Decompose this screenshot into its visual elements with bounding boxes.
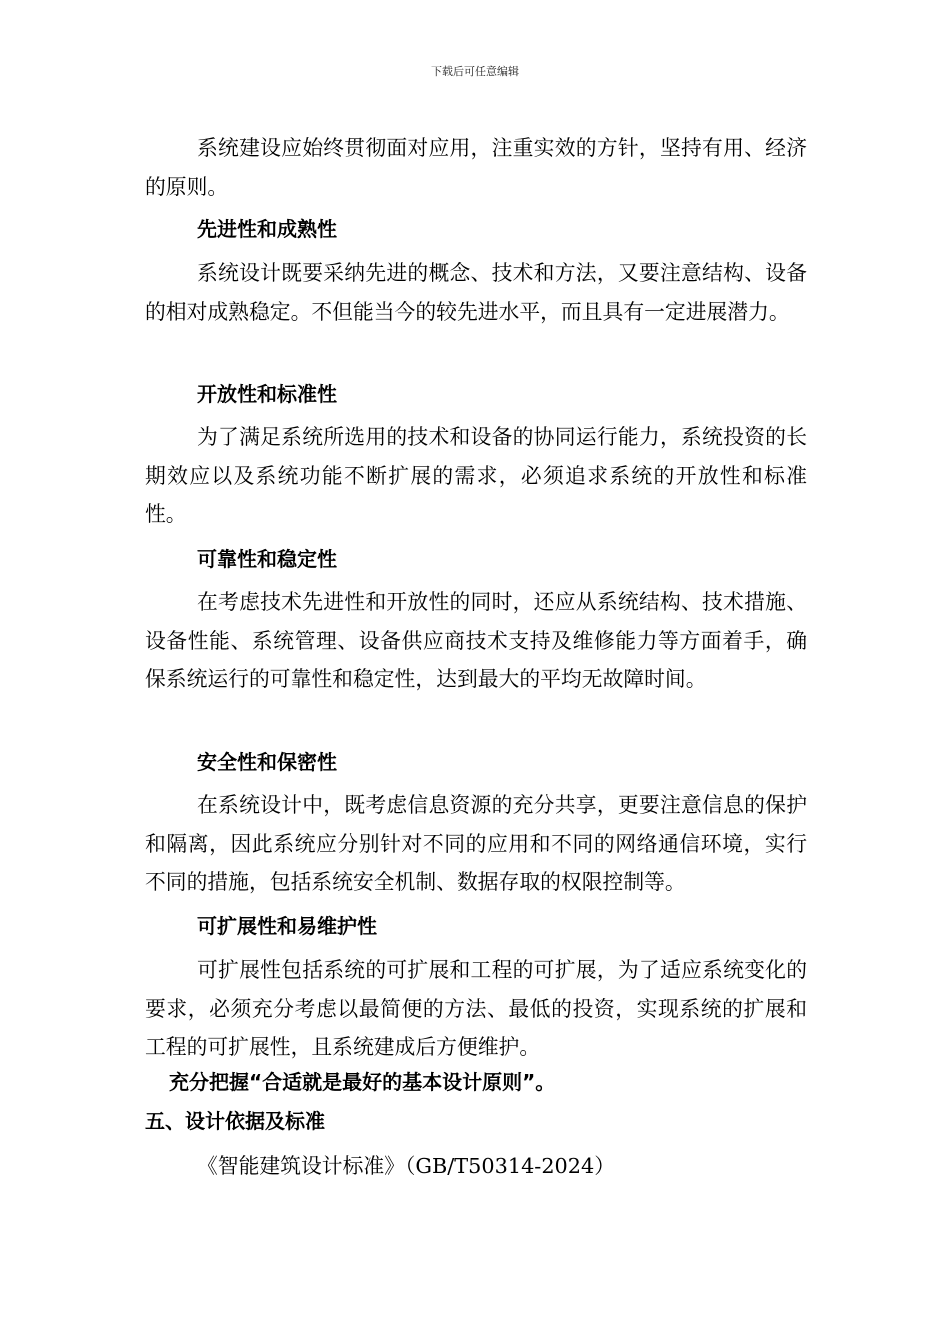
- heading-reliable-stable: 可靠性和稳定性: [197, 547, 337, 571]
- heading-scalable-maintainable: 可扩展性和易维护性: [197, 914, 377, 938]
- heading-advanced-mature: 先进性和成熟性: [197, 217, 337, 241]
- page-header: 下载后可任意编辑: [431, 65, 519, 78]
- paragraph-security-confidential: 在系统设计中，既考虑信息资源的充分共享，更要注意信息的保护和隔离，因此系统应分别针对不同的应用和不同的网络通信环境，实行不同的措施，包括系统安全机制、数据存取的权限控制等。: [145, 793, 807, 894]
- intro-paragraph: 系统建设应始终贯彻面对应用，注重实效的方针，坚持有用、经济的原则。: [145, 136, 807, 199]
- section-five-title: 五、设计依据及标准: [145, 1109, 325, 1133]
- paragraph-reliable-stable: 在考虑技术先进性和开放性的同时，还应从系统结构、技术措施、设备性能、系统管理、设备供应商技术支持及维修能力等方面着手，确保系统运行的可靠性和稳定性，达到最大的平均无故障时间。: [145, 590, 807, 691]
- heading-open-standard: 开放性和标准性: [197, 382, 337, 406]
- design-principle-emphasis: 充分把握“合适就是最好的基本设计原则”。: [169, 1070, 556, 1094]
- paragraph-open-standard: 为了满足系统所选用的技术和设备的协同运行能力，系统投资的长期效应以及系统功能不断扩展的需求，必须追求系统的开放性和标准性。: [145, 425, 807, 526]
- heading-security-confidential: 安全性和保密性: [197, 750, 337, 774]
- paragraph-advanced-mature: 系统设计既要采纳先进的概念、技术和方法，又要注意结构、设备的相对成熟稳定。不但能当今的较先进水平，而且具有一定进展潜力。: [145, 261, 807, 324]
- paragraph-scalable-maintainable: 可扩展性包括系统的可扩展和工程的可扩展，为了适应系统变化的要求，必须充分考虑以最简便的方法、最低的投资，实现系统的扩展和工程的可扩展性，且系统建成后方便维护。: [145, 958, 807, 1059]
- standard-reference: 《智能建筑设计标准》（GB/T50314-2024）: [197, 1154, 616, 1178]
